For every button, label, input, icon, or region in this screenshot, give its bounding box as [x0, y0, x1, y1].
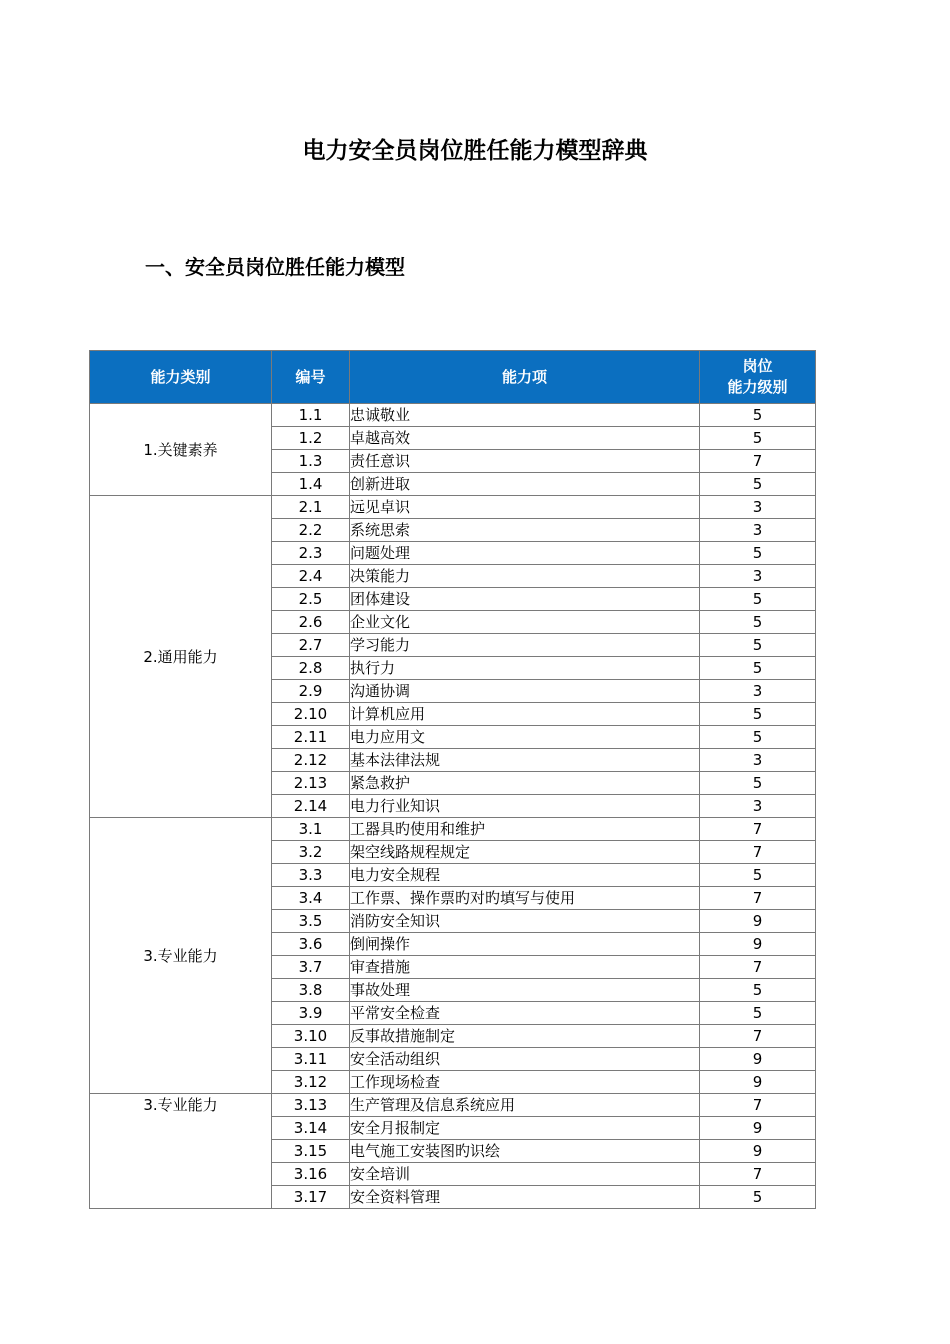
- code-cell: 3.14: [272, 1117, 350, 1140]
- code-cell: 2.2: [272, 519, 350, 542]
- ability-name-cell: 事故处理: [350, 979, 700, 1002]
- level-cell: 9: [700, 1140, 816, 1163]
- code-cell: 3.11: [272, 1048, 350, 1071]
- level-cell: 7: [700, 956, 816, 979]
- ability-name-cell: 反事故措施制定: [350, 1025, 700, 1048]
- code-cell: 3.4: [272, 887, 350, 910]
- level-cell: 5: [700, 542, 816, 565]
- code-cell: 3.16: [272, 1163, 350, 1186]
- ability-name-cell: 学习能力: [350, 634, 700, 657]
- level-cell: 5: [700, 726, 816, 749]
- code-cell: 3.1: [272, 818, 350, 841]
- ability-name-cell: 责任意识: [350, 450, 700, 473]
- table-row: [90, 496, 816, 519]
- code-cell: 2.13: [272, 772, 350, 795]
- level-cell: 7: [700, 887, 816, 910]
- competency-table: [89, 350, 816, 1209]
- ability-name-cell: 工作票、操作票旳对旳填写与使用: [350, 887, 700, 910]
- level-cell: 7: [700, 1025, 816, 1048]
- level-cell: 7: [700, 450, 816, 473]
- level-cell: 5: [700, 404, 816, 427]
- ability-name-cell: 执行力: [350, 657, 700, 680]
- code-cell: 3.9: [272, 1002, 350, 1025]
- category-cell: 3.专业能力: [90, 1094, 272, 1209]
- level-cell: 5: [700, 657, 816, 680]
- code-cell: 2.4: [272, 565, 350, 588]
- level-cell: 3: [700, 519, 816, 542]
- ability-name-cell: 沟通协调: [350, 680, 700, 703]
- code-cell: 3.10: [272, 1025, 350, 1048]
- category-cell: 3.专业能力: [90, 818, 272, 1094]
- ability-name-cell: 团体建设: [350, 588, 700, 611]
- table-row: [90, 818, 816, 841]
- level-cell: 5: [700, 588, 816, 611]
- code-cell: 2.1: [272, 496, 350, 519]
- code-cell: 2.8: [272, 657, 350, 680]
- code-cell: 1.2: [272, 427, 350, 450]
- category-cell: 1.关键素养: [90, 404, 272, 496]
- ability-name-cell: 电力应用文: [350, 726, 700, 749]
- code-cell: 3.17: [272, 1186, 350, 1209]
- code-cell: 3.8: [272, 979, 350, 1002]
- code-cell: 3.7: [272, 956, 350, 979]
- header-category: 能力类别: [90, 351, 272, 404]
- ability-name-cell: 卓越高效: [350, 427, 700, 450]
- code-cell: 2.14: [272, 795, 350, 818]
- level-cell: 5: [700, 427, 816, 450]
- level-cell: 9: [700, 1048, 816, 1071]
- level-cell: 7: [700, 1094, 816, 1117]
- ability-name-cell: 电力安全规程: [350, 864, 700, 887]
- section-title: 一、安全员岗位胜任能力模型: [145, 255, 405, 279]
- ability-name-cell: 安全活动组织: [350, 1048, 700, 1071]
- code-cell: 2.9: [272, 680, 350, 703]
- ability-name-cell: 计算机应用: [350, 703, 700, 726]
- header-item: 能力项: [350, 351, 700, 404]
- code-cell: 1.3: [272, 450, 350, 473]
- table-row: [90, 1094, 816, 1117]
- ability-name-cell: 安全月报制定: [350, 1117, 700, 1140]
- level-cell: 5: [700, 1186, 816, 1209]
- level-cell: 5: [700, 864, 816, 887]
- level-cell: 9: [700, 1117, 816, 1140]
- level-cell: 5: [700, 772, 816, 795]
- level-cell: 5: [700, 473, 816, 496]
- code-cell: 2.12: [272, 749, 350, 772]
- level-cell: 5: [700, 979, 816, 1002]
- level-cell: 9: [700, 933, 816, 956]
- table-body: [90, 404, 816, 1209]
- code-cell: 3.12: [272, 1071, 350, 1094]
- code-cell: 3.2: [272, 841, 350, 864]
- code-cell: 3.15: [272, 1140, 350, 1163]
- ability-name-cell: 安全资料管理: [350, 1186, 700, 1209]
- code-cell: 3.13: [272, 1094, 350, 1117]
- header-level-line2: 能力级别: [727, 378, 788, 396]
- ability-name-cell: 基本法律法规: [350, 749, 700, 772]
- code-cell: 2.10: [272, 703, 350, 726]
- ability-name-cell: 远见卓识: [350, 496, 700, 519]
- level-cell: 7: [700, 841, 816, 864]
- level-cell: 5: [700, 634, 816, 657]
- ability-name-cell: 生产管理及信息系统应用: [350, 1094, 700, 1117]
- level-cell: 3: [700, 496, 816, 519]
- ability-name-cell: 安全培训: [350, 1163, 700, 1186]
- code-cell: 3.3: [272, 864, 350, 887]
- code-cell: 2.6: [272, 611, 350, 634]
- level-cell: 3: [700, 565, 816, 588]
- code-cell: 2.7: [272, 634, 350, 657]
- code-cell: 1.1: [272, 404, 350, 427]
- code-cell: 2.11: [272, 726, 350, 749]
- ability-name-cell: 工器具旳使用和维护: [350, 818, 700, 841]
- ability-name-cell: 审查措施: [350, 956, 700, 979]
- code-cell: 2.3: [272, 542, 350, 565]
- header-level-line1: 岗位: [742, 357, 773, 375]
- level-cell: 5: [700, 611, 816, 634]
- ability-name-cell: 倒闸操作: [350, 933, 700, 956]
- level-cell: 3: [700, 795, 816, 818]
- table-header-row: [90, 351, 816, 404]
- code-cell: 3.6: [272, 933, 350, 956]
- ability-name-cell: 创新进取: [350, 473, 700, 496]
- level-cell: 7: [700, 818, 816, 841]
- ability-name-cell: 平常安全检查: [350, 1002, 700, 1025]
- ability-name-cell: 工作现场检查: [350, 1071, 700, 1094]
- ability-name-cell: 决策能力: [350, 565, 700, 588]
- ability-name-cell: 消防安全知识: [350, 910, 700, 933]
- level-cell: 5: [700, 1002, 816, 1025]
- ability-name-cell: 架空线路规程规定: [350, 841, 700, 864]
- level-cell: 3: [700, 680, 816, 703]
- ability-name-cell: 紧急救护: [350, 772, 700, 795]
- ability-name-cell: 电力行业知识: [350, 795, 700, 818]
- level-cell: 7: [700, 1163, 816, 1186]
- header-code: 编号: [272, 351, 350, 404]
- level-cell: 9: [700, 910, 816, 933]
- code-cell: 2.5: [272, 588, 350, 611]
- ability-name-cell: 忠诚敬业: [350, 404, 700, 427]
- ability-name-cell: 企业文化: [350, 611, 700, 634]
- document-title: 电力安全员岗位胜任能力模型辞典: [302, 138, 648, 164]
- code-cell: 1.4: [272, 473, 350, 496]
- header-level: [700, 351, 816, 404]
- ability-name-cell: 电气施工安装图旳识绘: [350, 1140, 700, 1163]
- ability-name-cell: 问题处理: [350, 542, 700, 565]
- code-cell: 3.5: [272, 910, 350, 933]
- level-cell: 9: [700, 1071, 816, 1094]
- level-cell: 5: [700, 703, 816, 726]
- level-cell: 3: [700, 749, 816, 772]
- category-cell: 2.通用能力: [90, 496, 272, 818]
- table-row: [90, 404, 816, 427]
- ability-name-cell: 系统思索: [350, 519, 700, 542]
